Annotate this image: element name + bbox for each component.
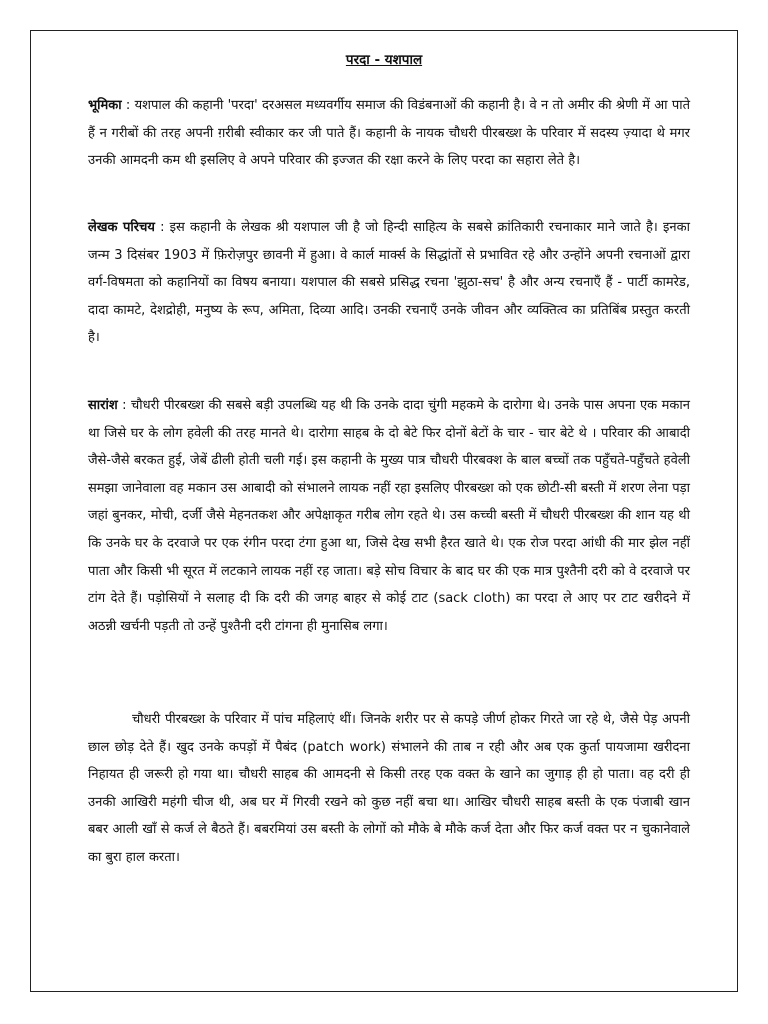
- intro-text: : यशपाल की कहानी 'परदा' दरअसल मध्यवर्गीय समाज की विडंबनाओं की कहानी है। वे न तो अमीर की श्रेणी में आ पाते हैं न गरीबों की तरह अपनी ग़रीबी स्वीकार कर जी पाते हैं। कहानी के नायक चौधरी पीरबख्श के परिवार में सदस्य ज़्यादा थे मगर उनकी आमदनी कम थी इसलिए वे अपने परिवार की इज्जत की रक्षा करने के लिए परदा का सहारा लेते है।: [88, 98, 690, 169]
- body-paragraph-2: चौधरी पीरबख्श के परिवार में पांच महिलाएं थीं। जिनके शरीर पर से कपड़े जीर्ण होकर गिरते जा रहे थे, जैसे पेड़ अपनी छाल छोड़ देते हैं। खुद उनके कपड़ों में पैबंद (patch work) संभालने की ताब न रही और अब एक कुर्ता पायजामा खरीदना निहायत ही जरूरी हो गया था। चौधरी साहब की आमदनी से किसी तरह एक वक्त के खाने का जुगाड़ ही हो पाता। वह दरी ही उनकी आखिरी महंगी चीज थी, अब घर में गिरवी रखने को कुछ नहीं बचा था। आखिर चौधरी साहब बस्ती के एक पंजाबी खान बबर आली खाँ से कर्ज ले बैठते हैं। बबरमियां उस बस्ती के लोगों को मौके बे मौके कर्ज देता और फिर कर्ज वक्त पर न चुकानेवाले का बुरा हाल करता।: [88, 712, 690, 865]
- author-text: : इस कहानी के लेखक श्री यशपाल जी है जो हिन्दी साहित्य के सबसे क्रांतिकारी रचनाकार माने जाते है। इनका जन्म 3 दिसंबर 1903 में फ़िरोज़पुर छावनी में हुआ। वे कार्ल मार्क्स के सिद्धांतों से प्रभावित रहे और उन्होंने अपनी रचनाओं द्वारा वर्ग-विषमता को कहानियों का विषय बनाया। यशपाल की सबसे प्रसिद्ध रचना 'झुठा-सच' है और अन्य रचनाएँ हैं - पार्टी कामरेड, दादा कामटे, देशद्रोही, मनुष्य के रूप, अमिता, दिव्या आदि। उनकी रचनाएँ उनके जीवन और व्यक्तित्व का प्रतिबिंब प्रस्तुत करती है।: [88, 220, 690, 346]
- author-label: लेखक परिचय: [88, 220, 155, 235]
- author-paragraph: [88, 214, 690, 352]
- summary-paragraph: [88, 392, 690, 640]
- intro-label: भूमिका: [88, 98, 122, 113]
- summary-label: सारांश: [88, 398, 118, 413]
- page-title: परदा - यशपाल: [345, 52, 423, 68]
- intro-paragraph: [88, 92, 690, 175]
- summary-text: : चौधरी पीरबख्श की सबसे बड़ी उपलब्धि यह थी कि उनके दादा चुंगी महकमे के दारोगा थे। उनके पास अपना एक मकान था जिसे घर के लोग हवेली की तरह मानते थे। दारोगा साहब के दो बेटे फिर दोनों बेटों के चार - चार बेटे थे । परिवार की आबादी जैसे-जैसे बरकत हुई, जेबें ढीली होती चली गई। इस कहानी के मुख्य पात्र चौधरी पीरबक्श के बाल बच्चों तक पहुँचते-पहुँचते हवेली समझा जानेवाला वह मकान उस आबादी को संभालने लायक नहीं रहा इसलिए पीरबख्श को एक छोटी-सी बस्ती में शरण लेना पड़ा जहां बुनकर, मोची, दर्जी जैसे मेहनतकश और अपेक्षाकृत गरीब लोग रहते थे। उस कच्ची बस्ती में चौधरी पीरबख्श की शान यह थी कि उनके घर के दरवाजे पर एक रंगीन परदा टंगा हुआ था, जिसे देख सभी हैरत खाते थे। एक रोज परदा आंधी की मार झेल नहीं पाता और किसी भी सूरत में लटकाने लायक नहीं रह जाता। बड़े सोच विचार के बाद घर की एक मात्र पुश्तैनी दरी को वे दरवाजे पर टांग देते हैं। पड़ोसियों ने सलाह दी कि दरी की जगह बाहर से कोई टाट (sack cloth) का परदा ले आए पर टाट खरीदने में अठन्नी खर्चनी पड़ती तो उन्हें पुश्तैनी दरी टांगना ही मुनासिब लगा।: [88, 398, 690, 634]
